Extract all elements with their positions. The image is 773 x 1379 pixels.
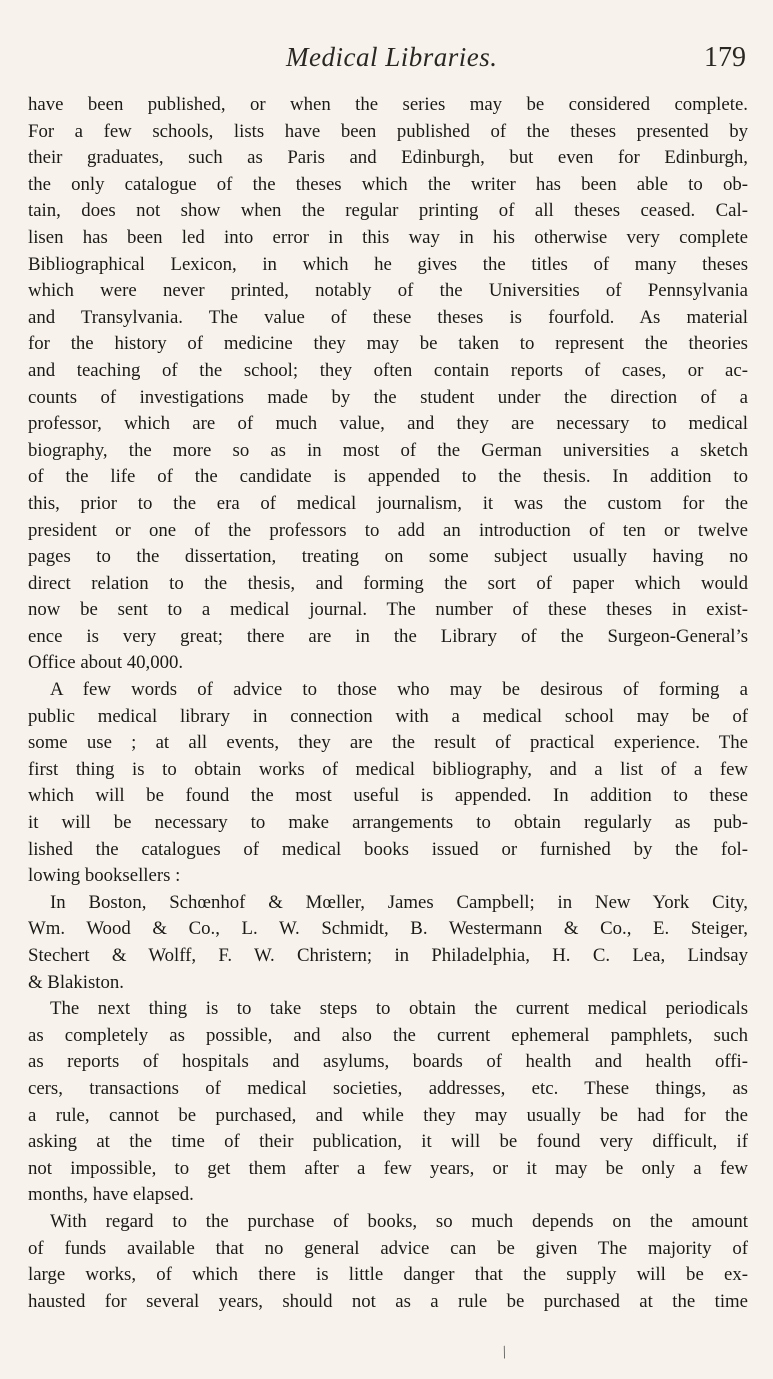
text-line: which were never printed, notably of the Universities of Pennsylvania	[28, 280, 748, 302]
text-line: hausted for several years, should not as a rule be purchased at the time	[28, 1290, 748, 1312]
text-line: lisen has been led into error in this way in his otherwise very complete	[28, 226, 748, 248]
text-line: & Blakiston.	[28, 971, 124, 993]
text-line: as reports of hospitals and asylums, boards of health and health offi-	[28, 1051, 748, 1073]
text-line: lished the catalogues of medical books issued or furnished by the fol-	[28, 838, 748, 860]
text-line: pages to the dissertation, treating on some subject usually having no	[28, 546, 748, 568]
text-line: the only catalogue of the theses which the writer has been able to ob-	[28, 173, 748, 195]
text-line: biography, the more so as in most of the German universities a sketch	[28, 439, 748, 461]
text-line: A few words of advice to those who may be desirous of forming a	[50, 679, 748, 701]
text-line: and Transylvania. The value of these theses is fourfold. As material	[28, 306, 748, 328]
book-page	[28, 40, 748, 1315]
text-line: of the life of the candidate is appended to the thesis. In addition to	[28, 466, 748, 488]
text-line: for the history of medicine they may be taken to represent the theories	[28, 333, 748, 355]
text-line: Wm. Wood & Co., L. W. Schmidt, B. Westermann & Co., E. Steiger,	[28, 918, 748, 940]
text-line: of funds available that no general advice can be given The majority of	[28, 1237, 748, 1259]
text-line: and teaching of the school; they often contain reports of cases, or ac-	[28, 359, 748, 381]
text-line: their graduates, such as Paris and Edinburgh, but even for Edinburgh,	[28, 147, 748, 169]
text-line: this, prior to the era of medical journalism, it was the custom for the	[28, 492, 748, 514]
text-line: first thing is to obtain works of medical bibliography, and a list of a few	[28, 758, 748, 780]
text-line: public medical library in connection with a medical school may be of	[28, 705, 748, 727]
text-line: direct relation to the thesis, and forming the sort of paper which would	[28, 572, 748, 594]
text-line: Stechert & Wolff, F. W. Christern; in Philadelphia, H. C. Lea, Lindsay	[28, 945, 748, 966]
text-line: a rule, cannot be purchased, and while they may usually be had for the	[28, 1104, 748, 1126]
page-header	[28, 40, 748, 92]
text-line: president or one of the professors to add an introduction of ten or twelve	[28, 519, 748, 541]
text-line: counts of investigations made by the student under the direction of a	[28, 386, 748, 408]
text-line: not impossible, to get them after a few years, or it may be only a few	[28, 1157, 748, 1179]
text-line: professor, which are of much value, and they are necessary to medical	[28, 413, 748, 435]
text-line: it will be necessary to make arrangements to obtain regularly as pub-	[28, 812, 748, 834]
text-line: With regard to the purchase of books, so much depends on the amount	[50, 1210, 748, 1232]
text-line: Office about 40,000.	[28, 652, 184, 674]
text-line: For a few schools, lists have been published of the theses presented by	[28, 120, 748, 142]
stray-pen-mark: /	[498, 1341, 511, 1363]
text-line: The next thing is to take steps to obtain the current medical periodicals	[50, 998, 748, 1020]
text-line: have been published, or when the series may be considered complete.	[28, 94, 748, 115]
page-number: 179	[704, 42, 746, 73]
text-line: now be sent to a medical journal. The number of these theses in exist-	[28, 599, 748, 621]
text-line: which will be found the most useful is appended. In addition to these	[28, 785, 748, 807]
text-line: some use ; at all events, they are the result of practical experience. The	[28, 732, 748, 754]
text-line: months, have elapsed.	[28, 1184, 194, 1206]
text-line: large works, of which there is little danger that the supply will be ex-	[28, 1264, 748, 1286]
text-line: cers, transactions of medical societies, addresses, etc. These things, as	[28, 1077, 748, 1099]
body-text	[28, 92, 748, 1315]
text-line: asking at the time of their publication, it will be found very difficult, if	[28, 1131, 748, 1153]
text-line: tain, does not show when the regular printing of all theses ceased. Cal-	[28, 200, 748, 222]
text-line: lowing booksellers :	[28, 865, 181, 887]
text-line: In Boston, Schœnhof & Mœller, James Campbell; in New York City,	[50, 891, 748, 913]
text-line: as completely as possible, and also the current ephemeral pamphlets, such	[28, 1024, 748, 1046]
running-head: Medical Libraries.	[286, 42, 498, 72]
text-line: Bibliographical Lexicon, in which he gives the titles of many theses	[28, 253, 748, 275]
text-line: ence is very great; there are in the Library of the Surgeon-General’s	[28, 625, 748, 647]
